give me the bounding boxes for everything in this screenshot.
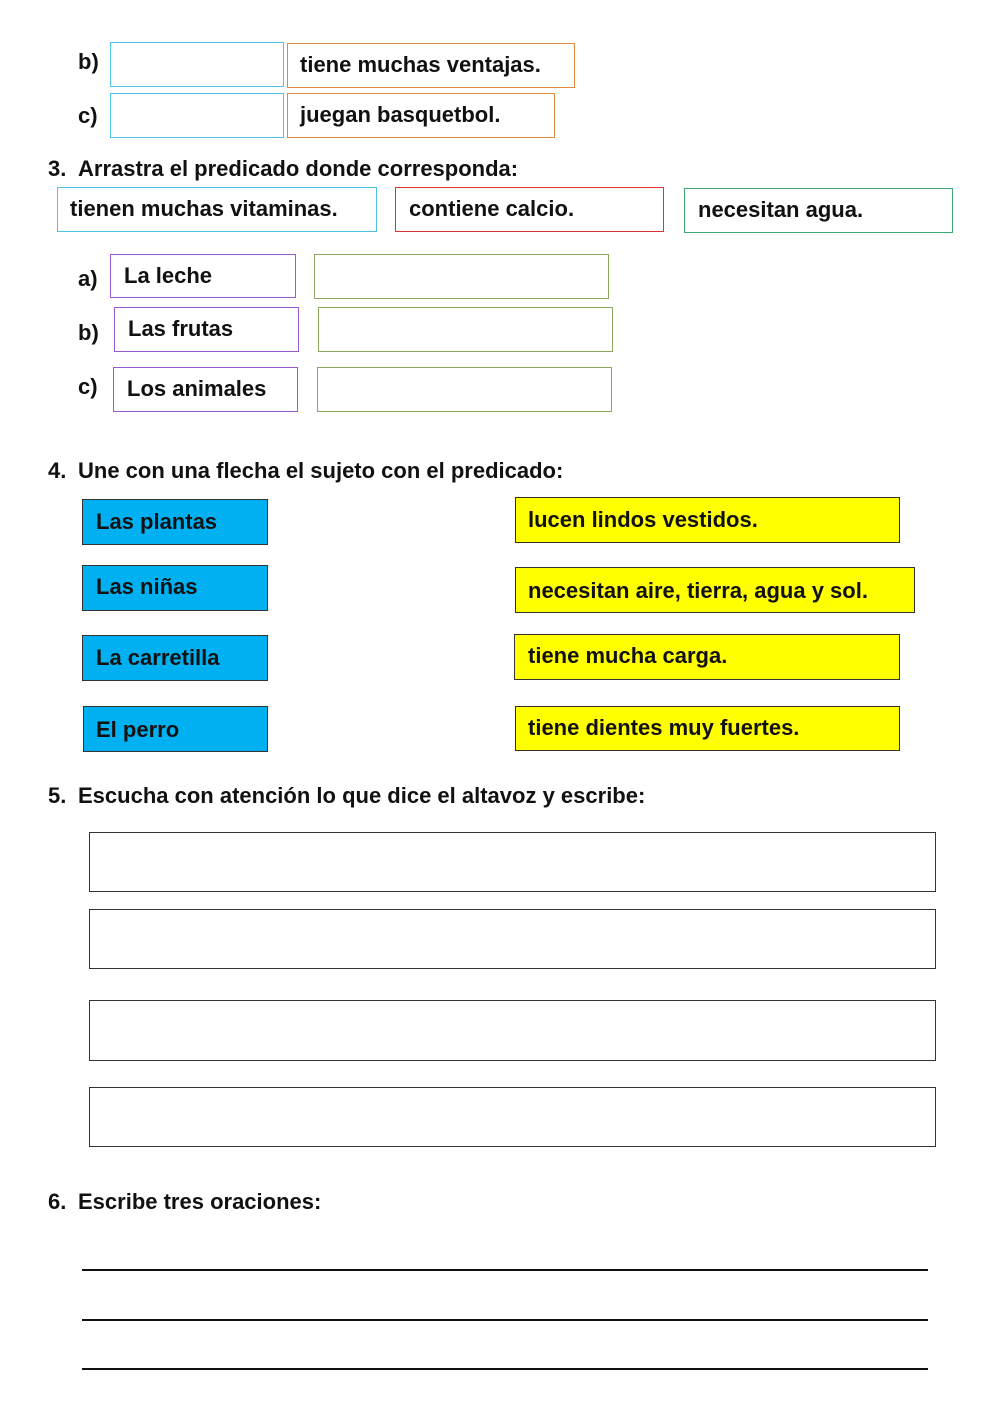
section-number: 5. [48,783,67,808]
option-text: necesitan agua. [698,197,864,222]
drop-target-predicate[interactable] [314,254,609,299]
predicate-text: necesitan aire, tierra, agua y sol. [528,578,868,603]
subject-box[interactable] [82,635,268,681]
writing-line[interactable] [82,1269,928,1271]
section-number: 6. [48,1189,67,1214]
subject-text: Las plantas [96,509,218,534]
subject-card [114,307,299,352]
predicate-box[interactable] [515,706,900,751]
answer-input[interactable] [89,1087,936,1147]
draggable-option[interactable] [57,187,377,232]
answer-input[interactable] [89,832,936,892]
section-title: Arrastra el predicado donde corresponda: [78,156,519,181]
subject-text: La leche [124,263,213,288]
subject-card [113,367,298,412]
predicate-card [287,43,575,88]
row-letter: a) [78,266,98,291]
row-letter: b) [78,320,99,345]
drop-target-predicate[interactable] [317,367,612,412]
predicate-text: tiene dientes muy fuertes. [528,715,800,740]
predicate-text: tiene muchas ventajas. [300,52,541,77]
drop-target-subject[interactable] [110,93,284,138]
predicate-box[interactable] [514,634,900,680]
subject-text: Las frutas [128,316,234,341]
answer-input[interactable] [89,1000,936,1061]
drop-target-subject[interactable] [110,42,284,87]
option-text: contiene calcio. [409,196,575,221]
row-letter: c) [78,374,98,399]
section-number: 3. [48,156,67,181]
predicate-text: lucen lindos vestidos. [528,507,758,532]
subject-text: La carretilla [96,645,220,670]
answer-input[interactable] [89,909,936,969]
predicate-card [287,93,555,138]
section-title: Une con una flecha el sujeto con el predicado: [78,458,564,483]
subject-box[interactable] [83,706,268,752]
drop-target-predicate[interactable] [318,307,613,352]
writing-line[interactable] [82,1319,928,1321]
predicate-text: tiene mucha carga. [528,643,728,668]
subject-box[interactable] [82,499,268,545]
section-number: 4. [48,458,67,483]
predicate-text: juegan basquetbol. [300,102,501,127]
option-text: tienen muchas vitaminas. [70,196,338,221]
draggable-option[interactable] [684,188,953,233]
subject-text: Los animales [127,376,267,401]
subject-text: Las niñas [96,574,198,599]
row-letter: c) [78,103,98,128]
subject-text: El perro [96,717,180,742]
row-letter: b) [78,49,99,74]
writing-line[interactable] [82,1368,928,1370]
subject-card [110,254,296,298]
section-title: Escribe tres oraciones: [78,1189,322,1214]
predicate-box[interactable] [515,497,900,543]
draggable-option[interactable] [395,187,664,232]
section-title: Escucha con atención lo que dice el altavoz y escribe: [78,783,646,808]
predicate-box[interactable] [515,567,915,613]
subject-box[interactable] [82,565,268,611]
